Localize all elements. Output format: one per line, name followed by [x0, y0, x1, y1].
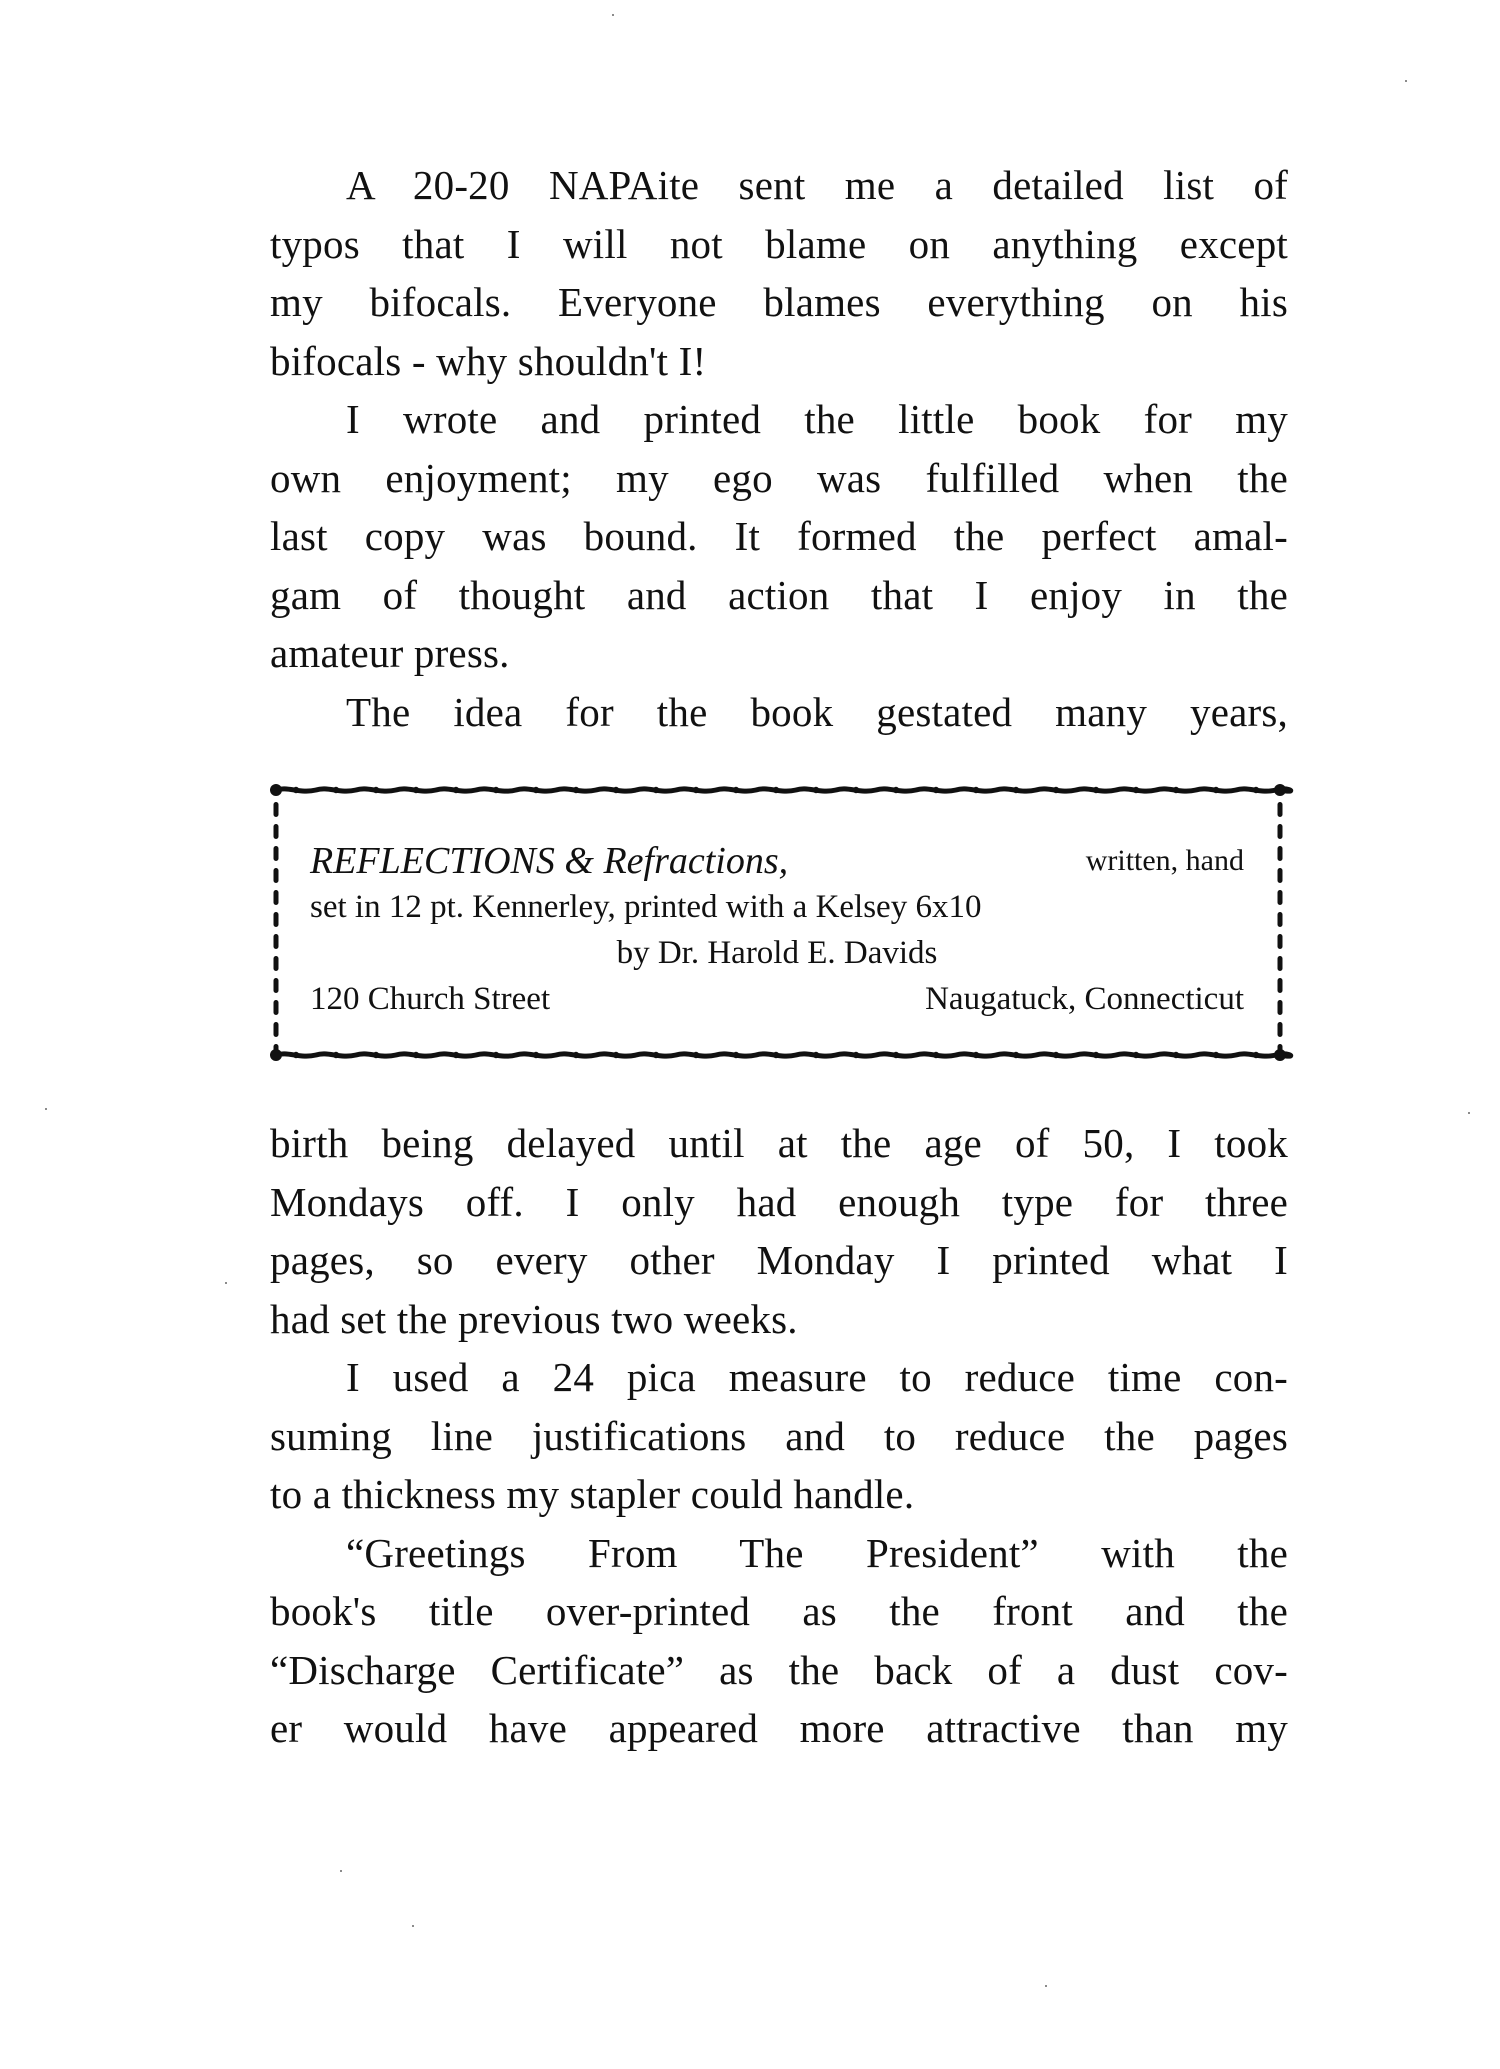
border-bead	[1213, 1052, 1219, 1058]
border-side-dash	[1278, 868, 1283, 883]
border-bead	[653, 787, 659, 793]
paragraph-idea	[270, 683, 1288, 742]
colophon-author: by Dr. Harold E. Davids	[616, 935, 938, 971]
border-side-dash	[274, 956, 279, 971]
border-bead	[1253, 1052, 1259, 1058]
border-bead	[933, 1052, 939, 1058]
scan-speck	[1045, 1985, 1047, 1987]
border-bead	[293, 1052, 299, 1058]
colophon-text	[310, 838, 1244, 1022]
text-line: to a thickness my stapler could handle.	[270, 1471, 915, 1517]
scan-speck	[45, 1108, 47, 1110]
border-bead	[733, 787, 739, 793]
border-side-dash	[274, 868, 279, 883]
colophon-line-3	[310, 930, 1244, 976]
border-side-dash	[274, 846, 279, 861]
border-bead	[813, 787, 819, 793]
book-title: REFLECTIONS & Refractions,	[310, 840, 789, 882]
border-bead	[413, 787, 419, 793]
border-side-dash	[1278, 802, 1283, 817]
bottom-text-block	[270, 1114, 1288, 1758]
border-bead	[373, 787, 379, 793]
colophon-address	[310, 976, 1244, 1022]
border-bead	[333, 787, 339, 793]
border-side-dash	[274, 802, 279, 817]
border-side-dash	[274, 824, 279, 839]
border-bottom	[276, 1052, 1291, 1058]
border-bead	[1093, 1052, 1099, 1058]
border-bead	[293, 787, 299, 793]
border-bead	[413, 1052, 419, 1058]
text-line: pages, so every other Monday I printed what I	[270, 1237, 1288, 1283]
text-line: suming line justifications and to reduce the pages	[270, 1412, 1288, 1459]
border-bead	[493, 787, 499, 793]
border-side-dash	[1278, 1000, 1283, 1015]
text-line: own enjoyment; my ego was fulfilled when the	[270, 454, 1288, 501]
colophon-printing-details: set in 12 pt. Kennerley, printed with a Kelsey 6x10	[310, 889, 982, 925]
paragraph-greetings	[270, 1524, 1288, 1758]
corner-ornament-bottom-right	[1274, 1049, 1286, 1061]
border-bead	[1093, 787, 1099, 793]
colophon-line-2	[310, 884, 1244, 930]
border-bead	[533, 787, 539, 793]
border-bead	[573, 1052, 579, 1058]
corner-ornament-bottom-left	[270, 1049, 282, 1061]
scan-speck	[225, 1282, 227, 1284]
scan-speck	[1468, 1112, 1470, 1114]
text-line: typos that I will not blame on anything except	[270, 220, 1288, 267]
border-bead	[453, 1052, 459, 1058]
text-line: book's title over-printed as the front and the	[270, 1588, 1288, 1634]
address-street: 120 Church Street	[310, 981, 551, 1017]
border-bead	[1213, 787, 1219, 793]
text-line: last copy was bound. It formed the perfect amal-	[270, 513, 1288, 559]
border-bead	[1013, 1052, 1019, 1058]
text-line: birth being delayed until at the age of 50, I took	[270, 1120, 1288, 1166]
text-line: my bifocals. Everyone blames everything on his	[270, 279, 1288, 325]
scan-speck	[1405, 80, 1407, 82]
border-side-dash	[274, 1022, 279, 1037]
border-bead	[493, 1052, 499, 1058]
top-text-block	[270, 156, 1288, 741]
text-line: er would have appeared more attractive than my	[270, 1705, 1288, 1751]
border-bead	[1133, 1052, 1139, 1058]
border-bead	[1253, 787, 1259, 793]
border-side-dash	[274, 1000, 279, 1015]
border-side-dash	[274, 912, 279, 927]
border-side-dash	[1278, 934, 1283, 949]
border-bead	[613, 787, 619, 793]
paragraph-typos	[270, 156, 1288, 390]
border-side-dash	[1278, 824, 1283, 839]
border-bead	[373, 1052, 379, 1058]
border-bead	[773, 787, 779, 793]
scan-speck	[412, 1925, 414, 1927]
border-bead	[533, 1052, 539, 1058]
corner-ornament-top-left	[270, 784, 282, 796]
border-bead	[853, 1052, 859, 1058]
paragraph-pica-measure	[270, 1348, 1288, 1524]
border-bead	[573, 787, 579, 793]
text-line: Mondays off. I only had enough type for three	[270, 1178, 1288, 1225]
border-bead	[1053, 787, 1059, 793]
paragraph-birth-delayed	[270, 1114, 1288, 1348]
border-bead	[813, 1052, 819, 1058]
border-bead	[773, 1052, 779, 1058]
border-bead	[853, 787, 859, 793]
border-side-dash	[274, 890, 279, 905]
paragraph-wrote-printed	[270, 390, 1288, 683]
colophon-line-1	[310, 838, 1244, 884]
border-side-dash	[1278, 956, 1283, 971]
colophon-box	[272, 780, 1284, 1063]
scan-speck	[612, 14, 614, 16]
colophon-line-1-rest: written, hand	[1085, 844, 1244, 877]
address-city: Naugatuck, Connecticut	[925, 981, 1244, 1017]
text-line: “Greetings From The President” with the	[346, 1529, 1288, 1576]
border-bead	[1053, 1052, 1059, 1058]
text-line: I wrote and printed the little book for my	[346, 396, 1288, 442]
border-bead	[453, 787, 459, 793]
border-side-dash	[1278, 912, 1283, 927]
border-side-dash	[274, 978, 279, 993]
border-bead	[973, 787, 979, 793]
border-bead	[973, 1052, 979, 1058]
corner-ornament-top-right	[1274, 784, 1286, 796]
border-bead	[333, 1052, 339, 1058]
border-side-dash	[1278, 978, 1283, 993]
border-bead	[613, 1052, 619, 1058]
border-side-dash	[1278, 890, 1283, 905]
border-bead	[1013, 787, 1019, 793]
text-line: gam of thought and action that I enjoy in the	[270, 571, 1288, 618]
border-bead	[893, 787, 899, 793]
border-top	[276, 787, 1291, 793]
scan-speck	[340, 1870, 342, 1872]
text-line: I used a 24 pica measure to reduce time con-	[346, 1354, 1288, 1400]
border-side-dash	[1278, 846, 1283, 861]
border-bead	[893, 1052, 899, 1058]
border-bead	[693, 787, 699, 793]
border-bead	[733, 1052, 739, 1058]
border-side-dash	[1278, 1022, 1283, 1037]
text-line: bifocals - why shouldn't I!	[270, 337, 707, 384]
text-line: had set the previous two weeks.	[270, 1295, 798, 1342]
text-line: amateur press.	[270, 630, 510, 676]
border-bead	[693, 1052, 699, 1058]
border-bead	[1133, 787, 1139, 793]
border-bead	[653, 1052, 659, 1058]
text-line: The idea for the book gestated many years,	[346, 688, 1288, 735]
border-bead	[1173, 787, 1179, 793]
text-line: “Discharge Certificate” as the back of a dust cov-	[270, 1646, 1288, 1693]
text-line: A 20-20 NAPAite sent me a detailed list of	[346, 162, 1288, 208]
border-bead	[1173, 1052, 1179, 1058]
border-bead	[933, 787, 939, 793]
border-side-dash	[274, 934, 279, 949]
